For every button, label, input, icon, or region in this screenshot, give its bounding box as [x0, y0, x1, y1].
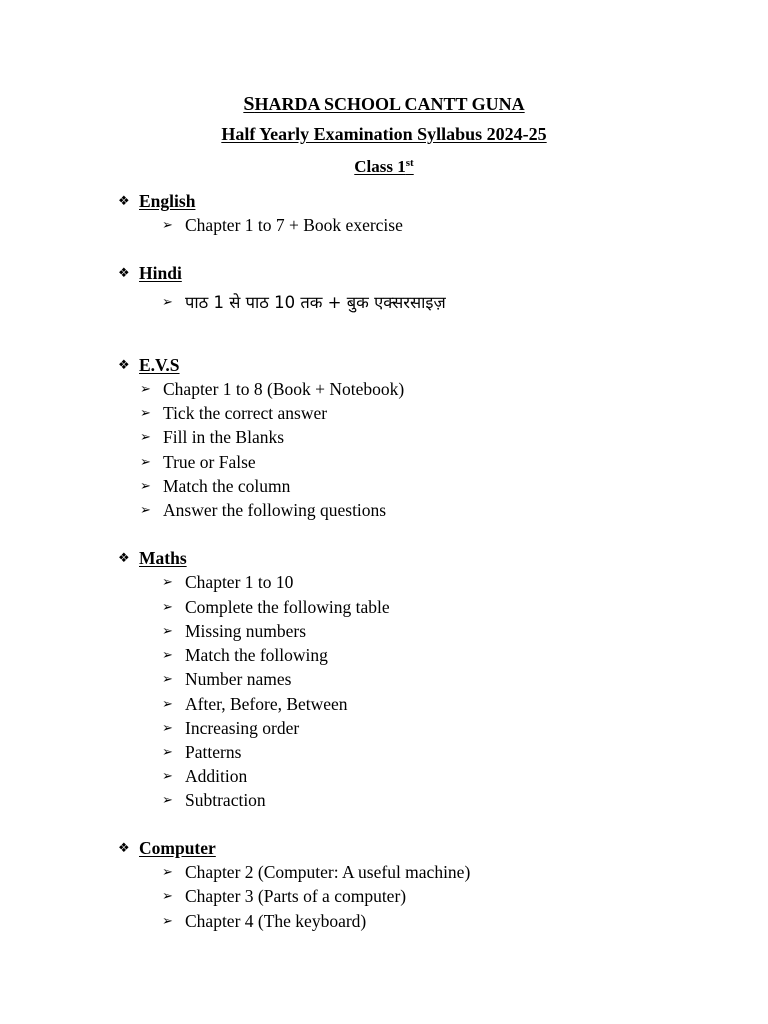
list-item-text: Number names: [185, 669, 292, 689]
list-item: [162, 621, 306, 642]
list-item-text: Patterns: [185, 742, 242, 762]
section-bullet-icon: ❖: [118, 551, 130, 566]
arrow-bullet-icon: ➢: [162, 575, 173, 590]
section-maths: [118, 548, 187, 569]
list-item-text: पाठ 1 से पाठ 10 तक + बुक एक्सरसाइज़: [185, 293, 446, 312]
school-name: [0, 93, 768, 116]
arrow-bullet-icon: ➢: [162, 218, 173, 233]
section-bullet-icon: ❖: [118, 841, 130, 856]
list-item-text: True or False: [163, 452, 256, 472]
section-title: E.V.S: [139, 355, 180, 375]
list-item: [140, 452, 256, 473]
list-item-text: Missing numbers: [185, 621, 307, 641]
class-label-suffix: st: [405, 157, 414, 169]
section-bullet-icon: ❖: [118, 358, 130, 373]
list-item: [162, 718, 299, 739]
list-item: [162, 669, 291, 690]
list-item: [140, 476, 290, 497]
school-name-rest: HARDA SCHOOL CANTT GUNA: [254, 94, 525, 114]
list-item-text: Chapter 3 (Parts of a computer): [185, 886, 407, 906]
arrow-bullet-icon: ➢: [162, 295, 173, 310]
arrow-bullet-icon: ➢: [162, 914, 173, 929]
section-hindi: [118, 263, 182, 284]
list-item: [162, 766, 247, 787]
arrow-bullet-icon: ➢: [140, 455, 151, 470]
list-item-text: Increasing order: [185, 718, 300, 738]
list-item-text: Chapter 1 to 10: [185, 572, 294, 592]
list-item: [140, 379, 404, 400]
list-item: [162, 911, 366, 932]
list-item: [140, 500, 386, 521]
class-label: [0, 157, 768, 177]
list-item-text: After, Before, Between: [185, 694, 348, 714]
section-bullet-icon: ❖: [118, 266, 130, 281]
list-item-text: Tick the correct answer: [163, 403, 328, 423]
list-item: [162, 572, 293, 593]
class-label-text: Class 1: [354, 157, 406, 176]
list-item-text: Chapter 1 to 8 (Book + Notebook): [163, 379, 405, 399]
arrow-bullet-icon: ➢: [162, 624, 173, 639]
list-item-text: Subtraction: [185, 790, 266, 810]
section-title: Computer: [139, 838, 216, 858]
section-title: Hindi: [139, 263, 182, 283]
section-evs: [118, 355, 180, 376]
arrow-bullet-icon: ➢: [162, 745, 173, 760]
list-item-text: Answer the following questions: [163, 500, 387, 520]
list-item: [162, 215, 403, 236]
list-item: [140, 403, 327, 424]
section-title: English: [139, 191, 196, 211]
list-item-text: Match the following: [185, 645, 328, 665]
arrow-bullet-icon: ➢: [162, 793, 173, 808]
arrow-bullet-icon: ➢: [162, 648, 173, 663]
arrow-bullet-icon: ➢: [162, 769, 173, 784]
arrow-bullet-icon: ➢: [140, 406, 151, 421]
arrow-bullet-icon: ➢: [140, 503, 151, 518]
list-item: [162, 694, 348, 715]
list-item: [162, 862, 470, 883]
section-title: Maths: [139, 548, 187, 568]
list-item-text: Chapter 2 (Computer: A useful machine): [185, 862, 471, 882]
exam-title: Half Yearly Examination Syllabus 2024-25: [221, 124, 547, 144]
arrow-bullet-icon: ➢: [162, 600, 173, 615]
arrow-bullet-icon: ➢: [162, 889, 173, 904]
list-item: [162, 790, 266, 811]
list-item: [162, 597, 390, 618]
school-name-initial: S: [243, 93, 255, 115]
section-english: [118, 191, 195, 212]
list-item-text: Fill in the Blanks: [163, 427, 285, 447]
arrow-bullet-icon: ➢: [162, 865, 173, 880]
section-bullet-icon: ❖: [118, 194, 130, 209]
section-computer: [118, 838, 216, 859]
list-item-text: Complete the following table: [185, 597, 390, 617]
list-item: [162, 886, 406, 907]
arrow-bullet-icon: ➢: [140, 430, 151, 445]
list-item: [140, 427, 284, 448]
arrow-bullet-icon: ➢: [140, 382, 151, 397]
list-item-text: Chapter 1 to 7 + Book exercise: [185, 215, 403, 235]
list-item: [162, 742, 241, 763]
arrow-bullet-icon: ➢: [162, 697, 173, 712]
list-item: [162, 290, 446, 313]
list-item-text: Match the column: [163, 476, 291, 496]
arrow-bullet-icon: ➢: [162, 721, 173, 736]
list-item-text: Chapter 4 (The keyboard): [185, 911, 367, 931]
list-item: [162, 645, 328, 666]
arrow-bullet-icon: ➢: [140, 479, 151, 494]
arrow-bullet-icon: ➢: [162, 672, 173, 687]
list-item-text: Addition: [185, 766, 248, 786]
